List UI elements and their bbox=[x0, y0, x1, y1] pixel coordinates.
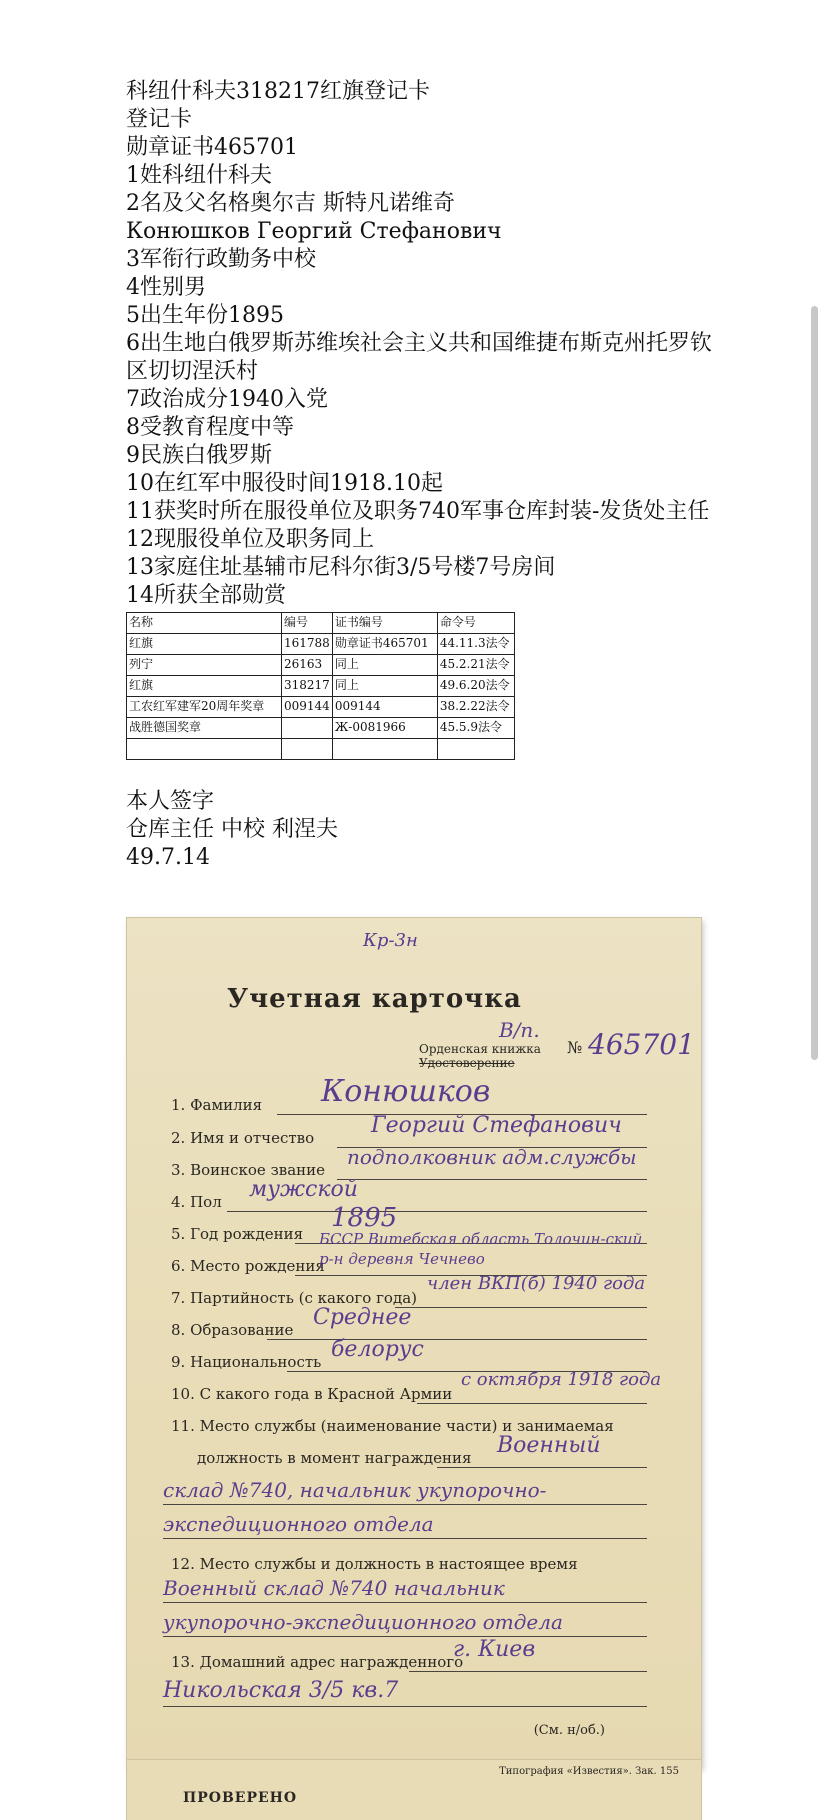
scan-stamp: ПРОВЕРЕНО bbox=[183, 1790, 298, 1806]
header-certificate: 证书编号 bbox=[332, 613, 437, 634]
cell-order: 45.5.9法令 bbox=[437, 718, 514, 739]
scanned-card-back bbox=[127, 1760, 701, 1820]
scan-cont-2: экспедиционного отдела bbox=[163, 1512, 434, 1536]
scan-number-label: № bbox=[567, 1038, 583, 1057]
scan-row-nationality: 9. Национальность белорус bbox=[171, 1337, 424, 1371]
cell-certificate: 同上 bbox=[332, 655, 437, 676]
scan-see-back: (См. н/об.) bbox=[533, 1723, 605, 1738]
scan-cont-3: Военный склад №740 начальник bbox=[163, 1576, 505, 1600]
scan-row-sex: 4. Пол мужской bbox=[171, 1177, 358, 1211]
header-number: 编号 bbox=[282, 613, 333, 634]
field-unit-at-award: 11获奖时所在服役单位及职务740军事仓库封装-发货处主任 bbox=[126, 499, 710, 524]
field-rank: 3军衔行政勤务中校 bbox=[126, 247, 316, 272]
cell-name: 红旗 bbox=[127, 676, 282, 697]
scan-order-book-label: Орденская книжка bbox=[419, 1042, 541, 1056]
field-surname: 1姓科纽什科夫 bbox=[126, 163, 272, 188]
cell-order: 38.2.22法令 bbox=[437, 697, 514, 718]
scan-row-birthplace: 6. Место рождения БССР Витебская область Толочин-ский р-н деревня Чечнево bbox=[171, 1230, 643, 1275]
scan-row-surname: 1. Фамилия Конюшков bbox=[171, 1074, 491, 1114]
cell-certificate: Ж-0081966 bbox=[332, 718, 437, 739]
scan-row-position-at-award: должность в момент награждения Военный bbox=[197, 1433, 601, 1467]
signer: 仓库主任 中校 利涅夫 bbox=[126, 817, 338, 842]
field-current-unit: 12现服役单位及职务同上 bbox=[126, 527, 374, 552]
awards-table bbox=[126, 612, 515, 760]
signature-label: 本人签字 bbox=[126, 789, 215, 814]
certificate-line: 勋章证书465701 bbox=[126, 135, 298, 160]
field-sex: 4性别男 bbox=[126, 275, 206, 300]
table-row bbox=[127, 697, 515, 718]
scan-row-birth-year: 5. Год рождения 1895 bbox=[171, 1203, 398, 1243]
scan-order-book-mark: В/п. bbox=[499, 1018, 540, 1042]
cell-name: 战胜德国奖章 bbox=[127, 718, 282, 739]
table-row bbox=[127, 676, 515, 697]
scan-row-address: 13. Домашний адрес награжденного г. Киев bbox=[171, 1637, 536, 1671]
field-awards-heading: 14所获全部勋赏 bbox=[126, 583, 286, 608]
scan-row-current-unit: 12. Место службы и должность в настоящее время bbox=[171, 1555, 578, 1573]
scan-row-party: 7. Партийность (с какого года) член ВКП(б) 1940 года bbox=[171, 1273, 646, 1307]
signature-date: 49.7.14 bbox=[126, 845, 210, 870]
scan-row-service-start: 10. С какого года в Красной Армии с октября 1918 года bbox=[171, 1369, 662, 1403]
cell-number: 009144 bbox=[282, 697, 333, 718]
cell-certificate: 同上 bbox=[332, 676, 437, 697]
cell-order bbox=[437, 739, 514, 760]
cell-certificate: 勋章证书465701 bbox=[332, 634, 437, 655]
scan-cont-4: укупорочно-экспедиционного отдела bbox=[163, 1610, 563, 1634]
field-nationality: 9民族白俄罗斯 bbox=[126, 443, 272, 468]
cell-order: 49.6.20法令 bbox=[437, 676, 514, 697]
scan-cont-5: Никольская 3/5 кв.7 bbox=[163, 1678, 399, 1703]
cell-number: 318217 bbox=[282, 676, 333, 697]
transcription bbox=[126, 78, 726, 872]
cell-order: 44.11.3法令 bbox=[437, 634, 514, 655]
cell-number bbox=[282, 718, 333, 739]
header-order: 命令号 bbox=[437, 613, 514, 634]
table-row bbox=[127, 634, 515, 655]
field-education: 8受教育程度中等 bbox=[126, 415, 294, 440]
cell-name: 工农红军建军20周年奖章 bbox=[127, 697, 282, 718]
cell-name: 红旗 bbox=[127, 634, 282, 655]
cell-name: 列宁 bbox=[127, 655, 282, 676]
table-row bbox=[127, 655, 515, 676]
cell-number: 26163 bbox=[282, 655, 333, 676]
scan-printer-note: Типография «Известия». Зак. 155 bbox=[499, 1766, 679, 1777]
card-type: 登记卡 bbox=[126, 107, 193, 132]
field-name: 2名及父名格奥尔吉 斯特凡诺维奇 bbox=[126, 191, 455, 216]
scan-certificate-label: Удостоверение bbox=[419, 1056, 515, 1070]
scan-row-name: 2. Имя и отчество Георгий Стефанович bbox=[171, 1113, 622, 1147]
scan-row-unit-at-award: 11. Место службы (наименование части) и занимаемая bbox=[171, 1417, 614, 1435]
cell-order: 45.2.21法令 bbox=[437, 655, 514, 676]
cell-name bbox=[127, 739, 282, 760]
scan-title: Учетная карточка bbox=[227, 984, 522, 1014]
field-name-russian: Конюшков Георгий Стефанович bbox=[126, 219, 502, 244]
header-name: 名称 bbox=[127, 613, 282, 634]
scan-order-book bbox=[419, 1042, 541, 1070]
field-service-start: 10在红军中服役时间1918.10起 bbox=[126, 471, 443, 496]
scan-row-rank: 3. Воинское звание подполковник адм.службы bbox=[171, 1145, 637, 1179]
field-party: 7政治成分1940入党 bbox=[126, 387, 328, 412]
scanned-card bbox=[127, 918, 701, 1768]
cell-number bbox=[282, 739, 333, 760]
cell-number: 161788 bbox=[282, 634, 333, 655]
table-header-row bbox=[127, 613, 515, 634]
field-birth-year: 5出生年份1895 bbox=[126, 303, 284, 328]
scan-top-note: Кр-3н bbox=[363, 930, 418, 951]
field-birthplace: 6出生地白俄罗斯苏维埃社会主义共和国维捷布斯克州托罗钦区切切涅沃村 bbox=[126, 331, 712, 384]
card-title: 科纽什科夫318217红旗登记卡 bbox=[126, 79, 430, 104]
scrollbar[interactable] bbox=[811, 306, 818, 1060]
field-address: 13家庭住址基辅市尼科尔街3/5号楼7号房间 bbox=[126, 555, 556, 580]
scan-number-value: 465701 bbox=[588, 1028, 695, 1061]
scan-row-education: 8. Образование Среднее bbox=[171, 1305, 412, 1339]
scan-cont-1: склад №740, начальник укупорочно- bbox=[163, 1478, 547, 1502]
cell-certificate: 009144 bbox=[332, 697, 437, 718]
table-row bbox=[127, 739, 515, 760]
cell-certificate bbox=[332, 739, 437, 760]
table-row bbox=[127, 718, 515, 739]
